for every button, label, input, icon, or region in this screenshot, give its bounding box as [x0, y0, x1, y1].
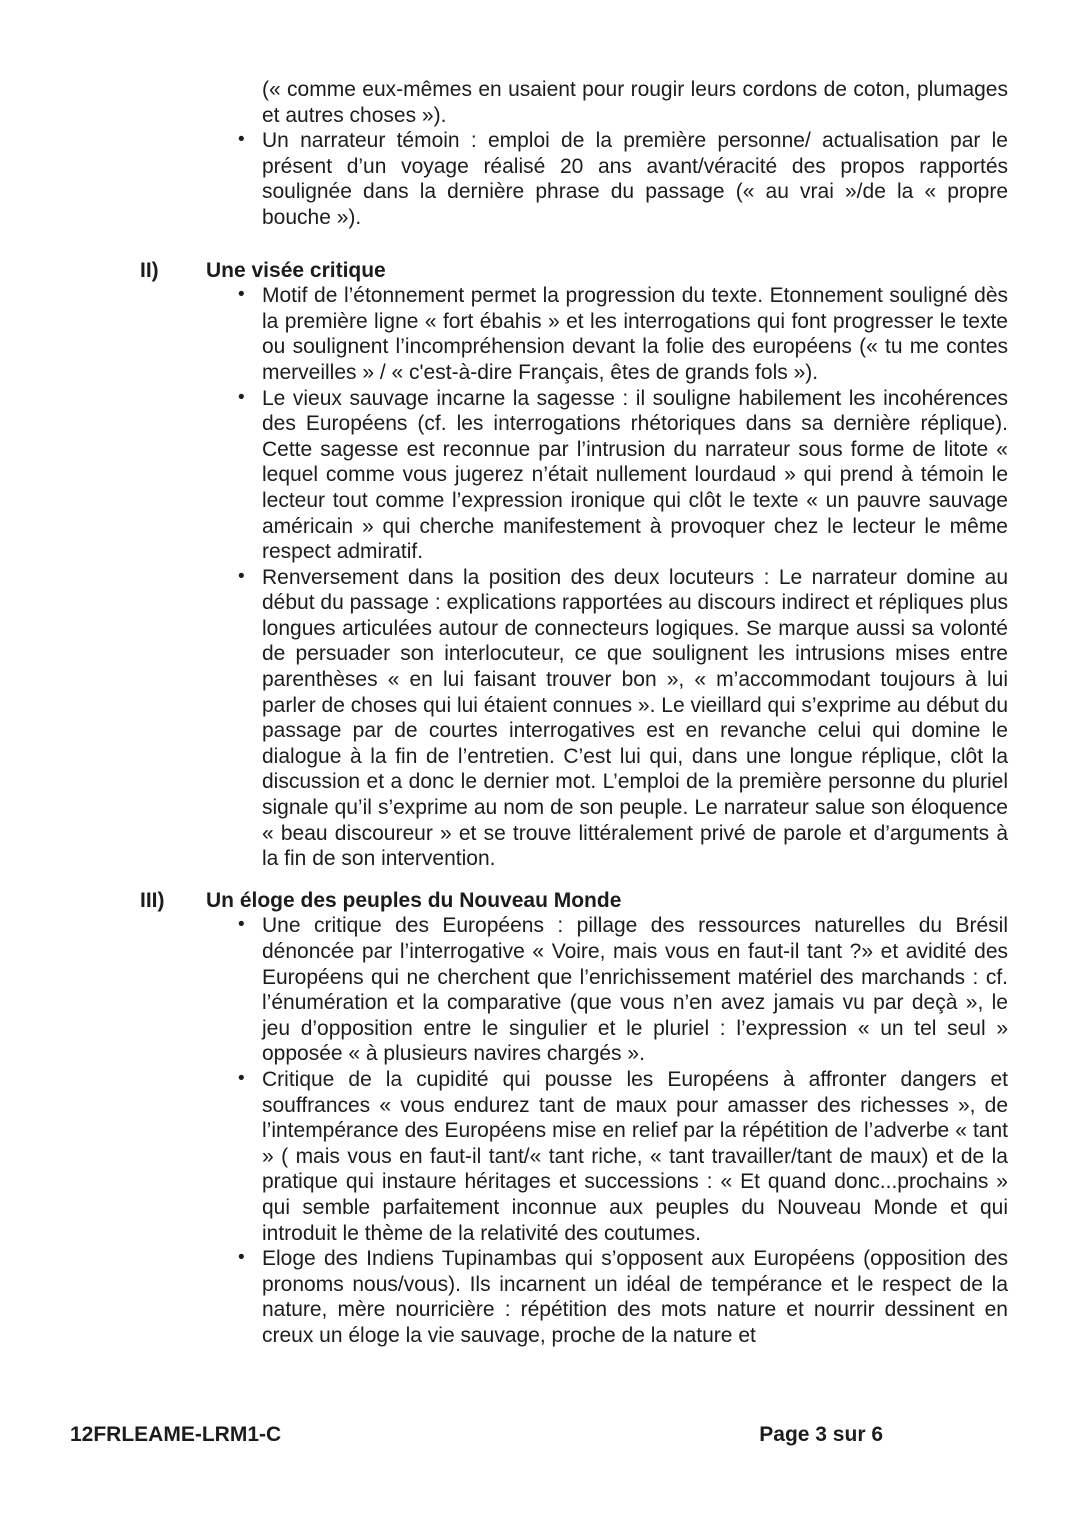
section-ii-bullet-list: [0, 283, 1080, 872]
section-numeral: II): [140, 258, 159, 282]
list-item-text: Eloge des Indiens Tupinambas qui s’opposent aux Européens (opposition des pronoms nous/vous). Ils incarnent un idéal de tempérance et le respect de la nature, mère nourricière : répétition des mots nature et nourrir dessinent en creux un éloge la vie sauvage, proche de la nature et: [262, 1247, 1008, 1347]
list-item-text: Critique de la cupidité qui pousse les Européens à affronter dangers et souffrances « vous endurez tant de maux pour amasser des richesses », de l’intempérance des Européens mise en relief par la répétition de l’adverbe « tant » ( mais vous en faut-il tant/« tant riche, « tant travailler/tant de maux) et de la pratique qui instaure héritages et successions : « Et quand donc...prochains » qui semble parfaitement inconnue aux peuples du Nouveau Monde et qui introduit le thème de la relativité des coutumes.: [262, 1067, 1008, 1245]
page-number: Page 3 sur 6: [759, 1423, 883, 1446]
bullet-icon: •: [238, 914, 245, 936]
list-item: [236, 565, 1008, 872]
document-code: 12FRLEAME-LRM1-C: [70, 1423, 282, 1446]
section-iii: [0, 888, 1080, 1349]
section-numeral: III): [140, 888, 165, 912]
list-item: [236, 283, 1008, 385]
page-footer: [70, 1422, 883, 1448]
list-item: [236, 1246, 1008, 1348]
bullet-icon: •: [238, 565, 245, 587]
section-heading: [140, 258, 1080, 284]
bullet-icon: •: [238, 129, 245, 151]
section-title: Un éloge des peuples du Nouveau Monde: [206, 888, 622, 912]
section-iii-bullet-list: [0, 913, 1080, 1348]
list-item-text: Le vieux sauvage incarne la sagesse : il souligne habilement les incohérences des Européens (cf. les interrogations rhétoriques dans sa dernière réplique). Cette sagesse est reconnue par l’intrusion du narrateur sous forme de litote « lequel comme vous jugerez n’était nullement lourdaud » qui prend à témoin le lecteur tout comme l’expression ironique qui clôt le texte « un pauvre sauvage américain » qui cherche manifestement à provoquer chez le lecteur le même respect admiratif.: [262, 386, 1008, 564]
list-item-text: Un narrateur témoin : emploi de la première personne/ actualisation par le présent d’un voyage réalisé 20 ans avant/véracité des propos rapportés soulignée dans la dernière phrase du passage (« au vrai »/de la « propre bouche »).: [262, 129, 1008, 229]
document-body: [0, 77, 1080, 1349]
section-ii: [0, 258, 1080, 872]
list-item: [236, 1067, 1008, 1246]
list-item: [236, 913, 1008, 1067]
list-item-text: Motif de l’étonnement permet la progression du texte. Etonnement souligné dès la première ligne « fort ébahis » et les interrogations qui font progresser le texte ou soulignent l’incompréhension devant la folie des européens (« tu me contes merveilles » / « c'est-à-dire Français, êtes de grands fols »).: [262, 284, 1008, 384]
paragraph-continuation: (« comme eux-mêmes en usaient pour rougir leurs cordons de coton, plumages et autres choses »).: [262, 78, 1008, 127]
section-title: Une visée critique: [206, 258, 386, 282]
bullet-icon: •: [238, 284, 245, 306]
bullet-icon: •: [238, 1067, 245, 1089]
section-heading: [140, 888, 1080, 914]
list-item-text: Une critique des Européens : pillage des ressources naturelles du Brésil dénoncée par l’interrogative « Voire, mais vous en faut-il tant ?» et avidité des Européens qui ne cherchent que l’enrichissement matériel des marchands : cf. l’énumération et la comparative (que vous n’en avez jamais vu par deçà », le jeu d’opposition entre le singulier et le pluriel : l’expression « un tel seul » opposée « à plusieurs navires chargés ».: [262, 914, 1008, 1066]
list-item: [236, 128, 1008, 230]
bullet-icon: •: [238, 1247, 245, 1269]
bullet-icon: •: [238, 386, 245, 408]
list-item: [236, 386, 1008, 565]
list-item-text: Renversement dans la position des deux locuteurs : Le narrateur domine au début du passage : explications rapportées au discours indirect et répliques plus longues articulées autour de connecteurs logiques. Se marque aussi sa volonté de persuader son interlocuteur, ce que soulignent les intrusions mises entre parenthèses « en lui faisant trouver bon », « m’accommodant toujours à lui parler de choses qui lui étaient connues ». Le vieillard qui s’exprime au début du passage par de courtes interrogatives est en revanche celui qui domine le dialogue à la fin de l’entretien. C’est lui qui, dans une longue réplique, clôt la discussion et a donc le dernier mot. L’emploi de la première personne du pluriel signale qu’il s’exprime au nom de son peuple. Le narrateur salue son éloquence « beau discoureur » et se trouve littéralement privé de parole et d’arguments à la fin de son intervention.: [262, 565, 1008, 871]
intro-bullet-list: [0, 128, 1080, 230]
